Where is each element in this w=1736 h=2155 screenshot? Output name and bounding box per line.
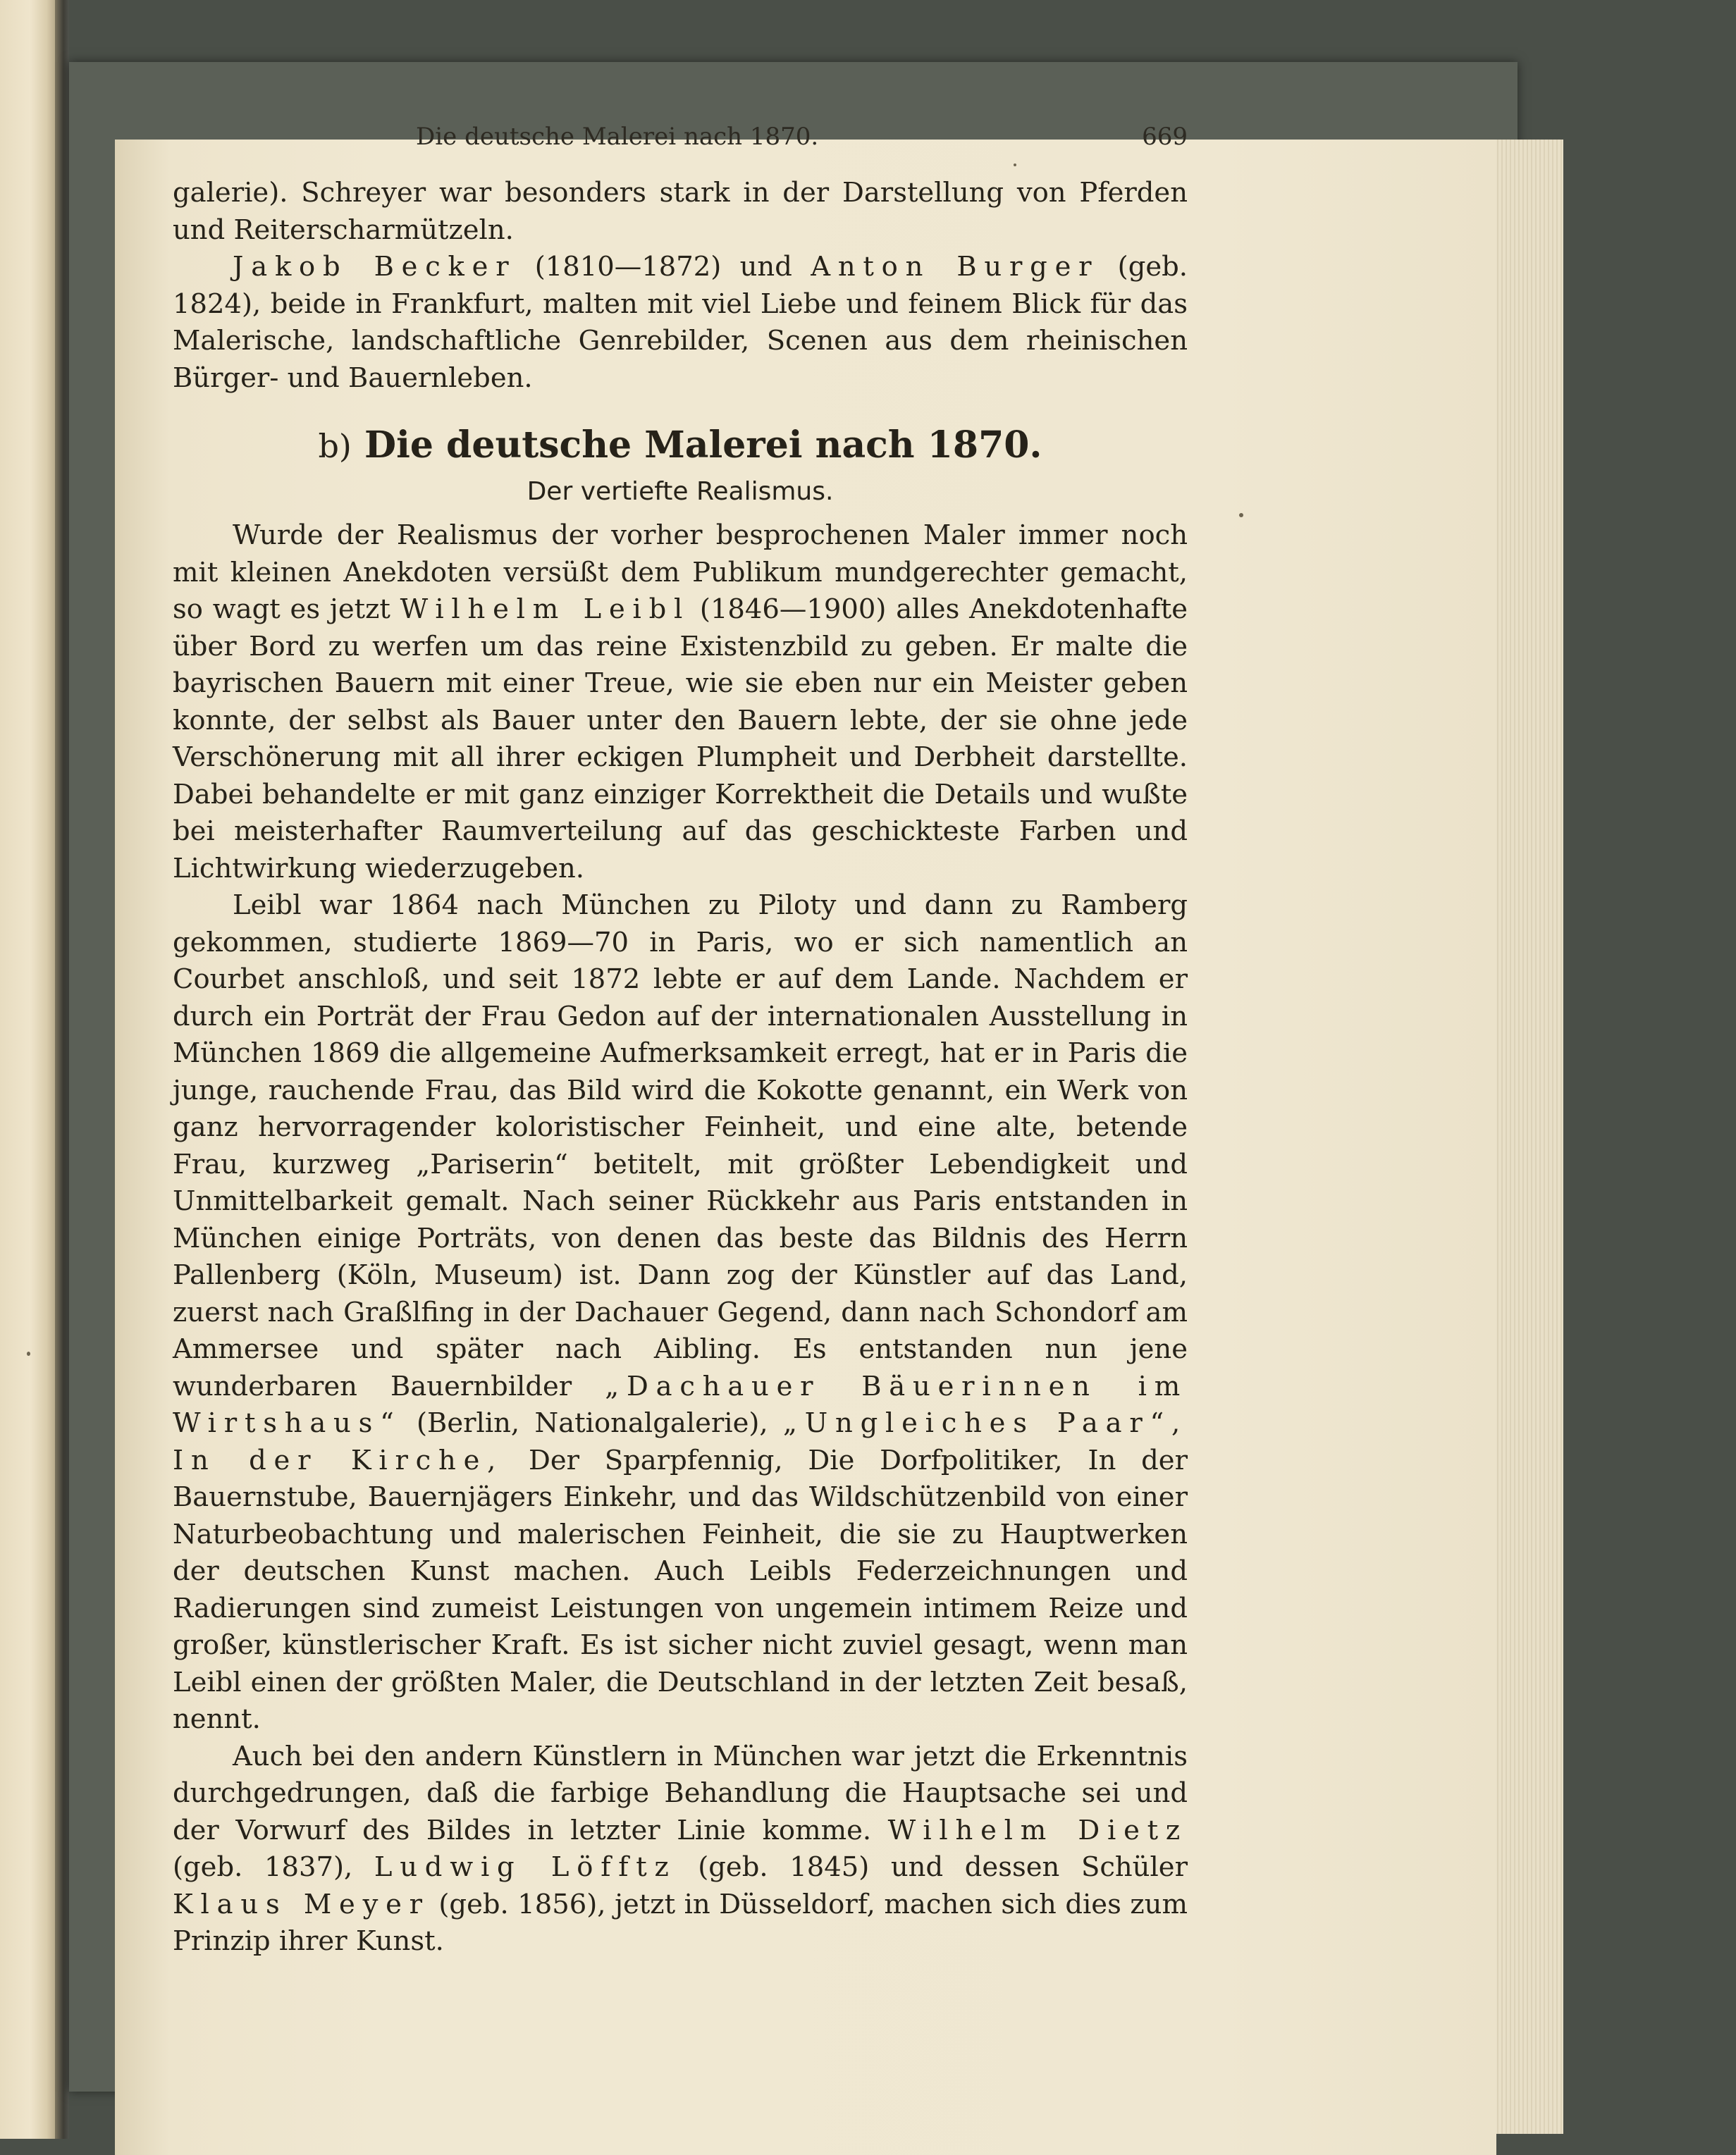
- artist-name: Klaus Meyer: [173, 1888, 430, 1920]
- page-number: 669: [1142, 123, 1188, 151]
- paper-speck: [1239, 513, 1243, 517]
- paper-speck: [27, 1352, 30, 1356]
- artwork-title: „Dachauer Bäuerinnen im Wirtshaus“: [173, 1370, 1188, 1439]
- artist-name: Wilhelm Leibl: [400, 593, 691, 625]
- page-stack-edge: [1486, 140, 1563, 2134]
- page-header: [173, 118, 1188, 161]
- paragraph: Jakob Becker (1810—1872) und Anton Burger (geb. 1824), beide in Frankfurt, malten mit viel Liebe und feinem Blick für das Malerische, landschaftliche Genrebilder, Scenen aus dem rheinischen Bürger- und Bauernleben.: [173, 251, 1188, 394]
- running-title: Die deutsche Malerei nach 1870.: [416, 123, 819, 151]
- section-subtitle: Der vertiefte Realismus.: [527, 477, 834, 506]
- paragraph: Leibl war 1864 nach München zu Piloty und dann zu Ramberg gekommen, studierte 1869—70 in Paris, wo er sich namentlich an Courbet anschloß, und seit 1872 lebte er auf dem Lande. Nachdem er durch ein Porträt der Frau Gedon auf der internationalen Ausstellung in München 1869 die allgemeine Aufmerksamkeit erregt, hat er in Paris die junge, rauchende Frau, das Bild wird die Kokotte genannt, ein Werk von ganz hervorragender koloristischer Feinheit, und eine alte, betende Frau, kurzweg „Pariserin“ betitelt, mit größter Lebendigkeit und Unmittelbarkeit gemalt. Nach seiner Rückkehr aus Paris entstanden in München einige Porträts, von denen das beste das Bildnis des Herrn Pallenberg (Köln, Museum) ist. Dann zog der Künstler auf das Land, zuerst nach Graßlfing in der Dachauer Gegend, dann nach Schondorf am Ammersee und später nach Aibling. Es entstanden nun jene wunderbaren Bauernbilder „Dachauer Bäuerinnen im Wirtshaus“ (Berlin, Nationalgalerie), „Ungleiches Paar“, In der Kirche, Der Sparpfennig, Die Dorfpolitiker, In der Bauernstube, Bauernjägers Einkehr, und das Wildschützenbild von einer Naturbeobachtung und malerischen Feinheit, die sie zu Hauptwerken der deutschen Kunst machen. Auch Leibls Federzeichnungen und Radierungen sind zumeist Leistungen von ungemein intimem Reize und großer, künstlerischer Kraft. Es ist sicher nicht zuviel gesagt, wenn man Leibl einen der größten Maler, die Deutschland in der letzten Zeit besaß, nennt.: [173, 889, 1188, 1735]
- paragraph: Wurde der Realismus der vorher besprochenen Maler immer noch mit kleinen Anekdoten versüßt dem Publikum mundgerechter gemacht, so wagt es jetzt Wilhelm Leibl (1846—1900) alles Anekdotenhafte über Bord zu werfen um das reine Existenzbild zu geben. Er malte die bayrischen Bauern mit einer Treue, wie sie eben nur ein Meister geben konnte, der selbst als Bauer unter den Bauern lebte, der sie ohne jede Verschönerung mit all ihrer eckigen Plumpheit und Derbheit darstellte. Dabei behandelte er mit ganz einziger Korrektheit die Details und wußte bei meisterhafter Raumverteilung auf das geschickteste Farben und Lichtwirkung wiederzugeben.: [173, 519, 1188, 884]
- page-content: [173, 118, 1188, 1961]
- paper-speck: [1014, 163, 1016, 166]
- section-heading: [173, 421, 1188, 471]
- paragraph: Auch bei den andern Künstlern in München war jetzt die Erkenntnis durchgedrungen, daß die farbige Behandlung die Hauptsache sei und der Vorwurf des Bildes in letzter Linie komme. Wilhelm Dietz (geb. 1837), Ludwig Löfftz (geb. 1845) und dessen Schüler Klaus Meyer (geb. 1856), jetzt in Düsseldorf, machen sich dies zum Prinzip ihrer Kunst.: [173, 1740, 1188, 1957]
- artwork-title: „Ungleiches Paar“, In der Kirche,: [173, 1407, 1188, 1476]
- artist-name: Wilhelm Dietz: [887, 1814, 1188, 1846]
- paragraph: galerie). Schreyer war besonders stark in der Darstellung von Pferden und Reiterscharmützeln.: [173, 177, 1188, 246]
- section-label: b): [318, 427, 352, 465]
- book-gutter: [55, 0, 69, 2139]
- artist-name: Anton Burger: [811, 251, 1100, 283]
- artist-name: Ludwig Löfftz: [374, 1851, 677, 1883]
- facing-page-edge: [0, 0, 55, 2139]
- artist-name: Jakob Becker: [233, 251, 517, 283]
- section-title: Die deutsche Malerei nach 1870.: [364, 424, 1042, 467]
